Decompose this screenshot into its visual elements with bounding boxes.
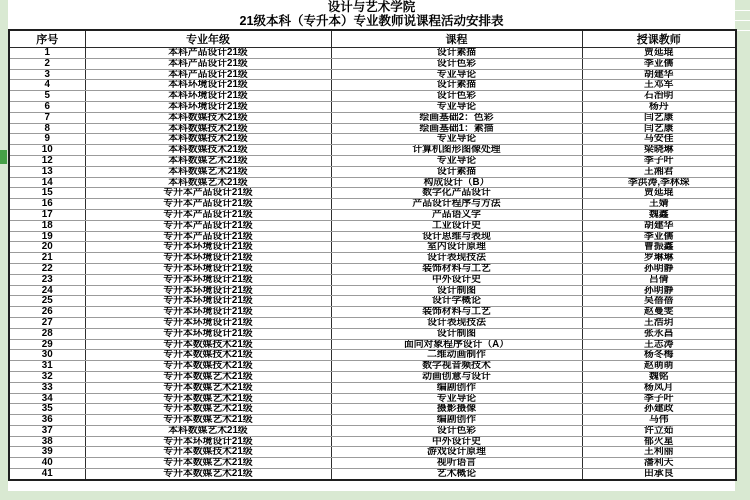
table-row <box>9 339 736 350</box>
hidden-row-indicator[interactable] <box>0 150 7 164</box>
cell-major-grade[interactable]: 专升本数媒艺术21级 <box>85 371 331 382</box>
cell-teacher[interactable]: 赵曼雯 <box>582 307 736 318</box>
cell-major-grade[interactable]: 本科数媒技术21级 <box>85 134 331 145</box>
sheet-bottom-margin <box>8 491 735 500</box>
cell-teacher[interactable]: 李子叶 <box>582 155 736 166</box>
header-major-grade[interactable]: 专业年级 <box>85 30 331 48</box>
table-row <box>9 458 736 469</box>
cell-serial-number[interactable]: 10 <box>9 145 85 156</box>
cell-teacher[interactable]: 孙明静 <box>582 285 736 296</box>
cell-course[interactable]: 编剧创作 <box>331 415 582 426</box>
cell-course[interactable]: 绘画基础2：色彩 <box>331 112 582 123</box>
cell-course[interactable]: 室内设计原理 <box>331 242 582 253</box>
cell-course[interactable]: 设计素描 <box>331 166 582 177</box>
table-row <box>9 469 736 480</box>
cell-serial-number[interactable]: 26 <box>9 307 85 318</box>
cell-teacher[interactable]: 李子叶 <box>582 393 736 404</box>
table-row <box>9 101 736 112</box>
cell-teacher[interactable]: 田承良 <box>582 469 736 480</box>
cell-teacher[interactable]: 李亚儒 <box>582 58 736 69</box>
cell-major-grade[interactable]: 专升本数媒艺术21级 <box>85 469 331 480</box>
cell-serial-number[interactable]: 1 <box>9 48 85 59</box>
cell-course[interactable]: 游戏设计原理 <box>331 447 582 458</box>
cell-serial-number[interactable]: 41 <box>9 469 85 480</box>
cell-major-grade[interactable]: 专升本产品设计21级 <box>85 199 331 210</box>
cell-course[interactable]: 计算机图形图像处理 <box>331 145 582 156</box>
cell-teacher[interactable]: 吴蓓蓓 <box>582 296 736 307</box>
cell-teacher[interactable]: 王浩玥 <box>582 317 736 328</box>
cell-major-grade[interactable]: 专升本环境设计21级 <box>85 296 331 307</box>
cell-serial-number[interactable]: 17 <box>9 209 85 220</box>
course-schedule-table <box>8 29 737 481</box>
sheet-right-margin <box>735 0 750 500</box>
cell-serial-number[interactable]: 29 <box>9 339 85 350</box>
cell-major-grade[interactable]: 专升本环境设计21级 <box>85 328 331 339</box>
cell-course[interactable]: 产品语义学 <box>331 209 582 220</box>
table-row <box>9 361 736 372</box>
cell-major-grade[interactable]: 专升本数媒艺术21级 <box>85 458 331 469</box>
cell-teacher[interactable]: 王湘君 <box>582 166 736 177</box>
cell-teacher[interactable]: 胡建华 <box>582 220 736 231</box>
cell-course[interactable]: 专业导论 <box>331 155 582 166</box>
table-row <box>9 415 736 426</box>
cell-teacher[interactable]: 张永昌 <box>582 328 736 339</box>
cell-major-grade[interactable]: 专升本数媒艺术21级 <box>85 404 331 415</box>
cell-course[interactable]: 产品设计程序与方法 <box>331 199 582 210</box>
cell-major-grade[interactable]: 专升本产品设计21级 <box>85 209 331 220</box>
table-row <box>9 263 736 274</box>
table-row <box>9 371 736 382</box>
cell-course[interactable]: 数字化产品设计 <box>331 188 582 199</box>
cell-course[interactable]: 设计色彩 <box>331 91 582 102</box>
header-serial-number[interactable]: 序号 <box>9 30 85 48</box>
cell-major-grade[interactable]: 本科产品设计21级 <box>85 69 331 80</box>
table-row <box>9 253 736 264</box>
cell-major-grade[interactable]: 专升本数媒艺术21级 <box>85 382 331 393</box>
cell-teacher[interactable]: 闫艺康 <box>582 123 736 134</box>
table-row <box>9 350 736 361</box>
cell-teacher[interactable]: 许立茹 <box>582 425 736 436</box>
cell-teacher[interactable]: 赵萌萌 <box>582 361 736 372</box>
cell-course[interactable]: 设计表现技法 <box>331 253 582 264</box>
cell-course[interactable]: 视听语言 <box>331 458 582 469</box>
cell-teacher[interactable]: 杨丹 <box>582 101 736 112</box>
table-row <box>9 48 736 59</box>
cell-course[interactable]: 设计表现技法 <box>331 317 582 328</box>
table-row <box>9 393 736 404</box>
cell-serial-number[interactable]: 19 <box>9 231 85 242</box>
cell-course[interactable]: 设计色彩 <box>331 425 582 436</box>
cell-serial-number[interactable]: 30 <box>9 350 85 361</box>
cell-course[interactable]: 编剧创作 <box>331 382 582 393</box>
cell-course[interactable]: 专业导论 <box>331 134 582 145</box>
table-row <box>9 91 736 102</box>
cell-serial-number[interactable]: 31 <box>9 361 85 372</box>
cell-major-grade[interactable]: 专升本环境设计21级 <box>85 253 331 264</box>
table-row <box>9 274 736 285</box>
cell-serial-number[interactable]: 34 <box>9 393 85 404</box>
cell-course[interactable]: 设计制图 <box>331 285 582 296</box>
table-row <box>9 80 736 91</box>
cell-course[interactable]: 设计色彩 <box>331 58 582 69</box>
table-row <box>9 134 736 145</box>
cell-teacher[interactable]: 马安佳 <box>582 134 736 145</box>
cell-serial-number[interactable]: 7 <box>9 112 85 123</box>
cell-major-grade[interactable]: 专升本环境设计21级 <box>85 436 331 447</box>
cell-teacher[interactable]: 王邓军 <box>582 80 736 91</box>
cell-course[interactable]: 摄影摄像 <box>331 404 582 415</box>
cell-course[interactable]: 设计学概论 <box>331 296 582 307</box>
cell-major-grade[interactable]: 本科数媒艺术21级 <box>85 155 331 166</box>
table-row <box>9 307 736 318</box>
cell-course[interactable]: 专业导论 <box>331 393 582 404</box>
cell-major-grade[interactable]: 本科环境设计21级 <box>85 91 331 102</box>
table-row <box>9 166 736 177</box>
cell-major-grade[interactable]: 本科数媒技术21级 <box>85 145 331 156</box>
cell-serial-number[interactable]: 4 <box>9 80 85 91</box>
cell-serial-number[interactable]: 5 <box>9 91 85 102</box>
cell-major-grade[interactable]: 专升本环境设计21级 <box>85 274 331 285</box>
table-row <box>9 69 736 80</box>
cell-major-grade[interactable]: 专升本数媒艺术21级 <box>85 415 331 426</box>
cell-teacher[interactable]: 王利丽 <box>582 447 736 458</box>
cell-major-grade[interactable]: 专升本环境设计21级 <box>85 317 331 328</box>
table-row <box>9 296 736 307</box>
cell-major-grade[interactable]: 专升本环境设计21级 <box>85 307 331 318</box>
cell-major-grade[interactable]: 专升本数媒技术21级 <box>85 339 331 350</box>
cell-major-grade[interactable]: 专升本环境设计21级 <box>85 263 331 274</box>
cell-serial-number[interactable]: 33 <box>9 382 85 393</box>
cell-serial-number[interactable]: 18 <box>9 220 85 231</box>
cell-teacher[interactable]: 梁晓琳 <box>582 145 736 156</box>
table-body <box>9 48 736 480</box>
cell-course[interactable]: 工业设计史 <box>331 220 582 231</box>
cell-teacher[interactable]: 贾延琨 <box>582 48 736 59</box>
sheet-left-margin <box>0 0 8 500</box>
cell-teacher[interactable]: 杨冬梅 <box>582 350 736 361</box>
cell-teacher[interactable]: 郁火星 <box>582 436 736 447</box>
cell-serial-number[interactable]: 40 <box>9 458 85 469</box>
table-row <box>9 145 736 156</box>
table-row <box>9 382 736 393</box>
table-row <box>9 58 736 69</box>
table-row <box>9 317 736 328</box>
table-row <box>9 404 736 415</box>
cell-serial-number[interactable]: 12 <box>9 155 85 166</box>
cell-teacher[interactable]: 曹振鑫 <box>582 242 736 253</box>
table-row <box>9 123 736 134</box>
cell-major-grade[interactable]: 专升本环境设计21级 <box>85 285 331 296</box>
table-row <box>9 209 736 220</box>
table-title-block <box>8 0 735 29</box>
table-row <box>9 447 736 458</box>
cell-teacher[interactable]: 孙明静 <box>582 263 736 274</box>
cell-teacher[interactable]: 罗琳琳 <box>582 253 736 264</box>
cell-course[interactable]: 构成设计（B） <box>331 177 582 188</box>
table-row <box>9 285 736 296</box>
cell-serial-number[interactable]: 36 <box>9 415 85 426</box>
cell-serial-number[interactable]: 28 <box>9 328 85 339</box>
gridline <box>735 20 750 21</box>
cell-serial-number[interactable]: 2 <box>9 58 85 69</box>
cell-serial-number[interactable]: 21 <box>9 253 85 264</box>
cell-course[interactable]: 设计素描 <box>331 80 582 91</box>
cell-serial-number[interactable]: 37 <box>9 425 85 436</box>
cell-serial-number[interactable]: 8 <box>9 123 85 134</box>
cell-serial-number[interactable]: 24 <box>9 285 85 296</box>
cell-major-grade[interactable]: 专升本环境设计21级 <box>85 242 331 253</box>
table-row <box>9 425 736 436</box>
cell-serial-number[interactable]: 27 <box>9 317 85 328</box>
table-row <box>9 177 736 188</box>
cell-major-grade[interactable]: 本科环境设计21级 <box>85 80 331 91</box>
cell-teacher[interactable]: 石治明 <box>582 91 736 102</box>
cell-course[interactable]: 设计思维与表现 <box>331 231 582 242</box>
cell-major-grade[interactable]: 本科数媒艺术21级 <box>85 177 331 188</box>
table-row <box>9 220 736 231</box>
cell-course[interactable]: 中外设计史 <box>331 436 582 447</box>
table-row <box>9 242 736 253</box>
table-row <box>9 328 736 339</box>
cell-teacher[interactable]: 杨凤月 <box>582 382 736 393</box>
cell-major-grade[interactable]: 本科数媒技术21级 <box>85 123 331 134</box>
cell-course[interactable]: 装饰材料与工艺 <box>331 263 582 274</box>
table-row <box>9 436 736 447</box>
cell-serial-number[interactable]: 38 <box>9 436 85 447</box>
cell-teacher[interactable]: 胡建华 <box>582 69 736 80</box>
cell-major-grade[interactable]: 专升本数媒技术21级 <box>85 361 331 372</box>
header-row <box>9 30 736 48</box>
cell-teacher[interactable]: 魏鑫 <box>582 209 736 220</box>
cell-serial-number[interactable]: 35 <box>9 404 85 415</box>
cell-serial-number[interactable]: 25 <box>9 296 85 307</box>
cell-serial-number[interactable]: 14 <box>9 177 85 188</box>
cell-teacher[interactable]: 潘利天 <box>582 458 736 469</box>
cell-major-grade[interactable]: 专升本数媒技术21级 <box>85 350 331 361</box>
cell-major-grade[interactable]: 本科环境设计21级 <box>85 101 331 112</box>
cell-teacher[interactable]: 吕倩 <box>582 274 736 285</box>
table-row <box>9 112 736 123</box>
cell-major-grade[interactable]: 本科产品设计21级 <box>85 58 331 69</box>
cell-course[interactable]: 数字视音频技术 <box>331 361 582 372</box>
cell-course[interactable]: 装饰材料与工艺 <box>331 307 582 318</box>
cell-serial-number[interactable]: 9 <box>9 134 85 145</box>
header-teacher[interactable]: 授课教师 <box>582 30 736 48</box>
cell-course[interactable]: 设计素描 <box>331 48 582 59</box>
cell-serial-number[interactable]: 6 <box>9 101 85 112</box>
cell-course[interactable]: 专业导论 <box>331 101 582 112</box>
cell-teacher[interactable]: 闫艺康 <box>582 112 736 123</box>
gridline <box>735 30 750 31</box>
cell-teacher[interactable]: 魏铭 <box>582 371 736 382</box>
table-row <box>9 155 736 166</box>
cell-serial-number[interactable]: 3 <box>9 69 85 80</box>
cell-teacher[interactable]: 王婧 <box>582 199 736 210</box>
cell-serial-number[interactable]: 20 <box>9 242 85 253</box>
table-row <box>9 188 736 199</box>
cell-serial-number[interactable]: 15 <box>9 188 85 199</box>
cell-course[interactable]: 专业导论 <box>331 69 582 80</box>
cell-teacher[interactable]: 王志涛 <box>582 339 736 350</box>
cell-serial-number[interactable]: 23 <box>9 274 85 285</box>
cell-course[interactable]: 中外设计史 <box>331 274 582 285</box>
cell-major-grade[interactable]: 专升本产品设计21级 <box>85 188 331 199</box>
cell-major-grade[interactable]: 专升本产品设计21级 <box>85 220 331 231</box>
cell-major-grade[interactable]: 本科产品设计21级 <box>85 48 331 59</box>
cell-course[interactable]: 动画创意与设计 <box>331 371 582 382</box>
header-course[interactable]: 课程 <box>331 30 582 48</box>
cell-major-grade[interactable]: 本科数媒艺术21级 <box>85 425 331 436</box>
cell-course[interactable]: 二维动画制作 <box>331 350 582 361</box>
table-row <box>9 231 736 242</box>
cell-serial-number[interactable]: 16 <box>9 199 85 210</box>
cell-teacher[interactable]: 孙建政 <box>582 404 736 415</box>
cell-course[interactable]: 面向对象程序设计（A） <box>331 339 582 350</box>
cell-major-grade[interactable]: 专升本数媒技术21级 <box>85 447 331 458</box>
cell-major-grade[interactable]: 专升本产品设计21级 <box>85 231 331 242</box>
cell-serial-number[interactable]: 22 <box>9 263 85 274</box>
cell-serial-number[interactable]: 32 <box>9 371 85 382</box>
cell-serial-number[interactable]: 13 <box>9 166 85 177</box>
cell-teacher[interactable]: 李亚儒 <box>582 231 736 242</box>
table-row <box>9 199 736 210</box>
table-subtitle: 21级本科（专升本）专业教师说课程活动安排表 <box>239 13 504 28</box>
worksheet-print-area <box>8 0 735 491</box>
gridline <box>735 10 750 11</box>
cell-major-grade[interactable]: 本科数媒技术21级 <box>85 112 331 123</box>
cell-course[interactable]: 绘画基础1：素描 <box>331 123 582 134</box>
table-title: 设计与艺术学院 <box>327 0 416 14</box>
cell-course[interactable]: 艺术概论 <box>331 469 582 480</box>
cell-teacher[interactable]: 贾延琨 <box>582 188 736 199</box>
cell-teacher[interactable]: 李洪涛,李林琛 <box>582 177 736 188</box>
cell-teacher[interactable]: 马伟 <box>582 415 736 426</box>
cell-major-grade[interactable]: 专升本数媒艺术21级 <box>85 393 331 404</box>
cell-course[interactable]: 设计制图 <box>331 328 582 339</box>
cell-major-grade[interactable]: 本科数媒艺术21级 <box>85 166 331 177</box>
cell-serial-number[interactable]: 39 <box>9 447 85 458</box>
